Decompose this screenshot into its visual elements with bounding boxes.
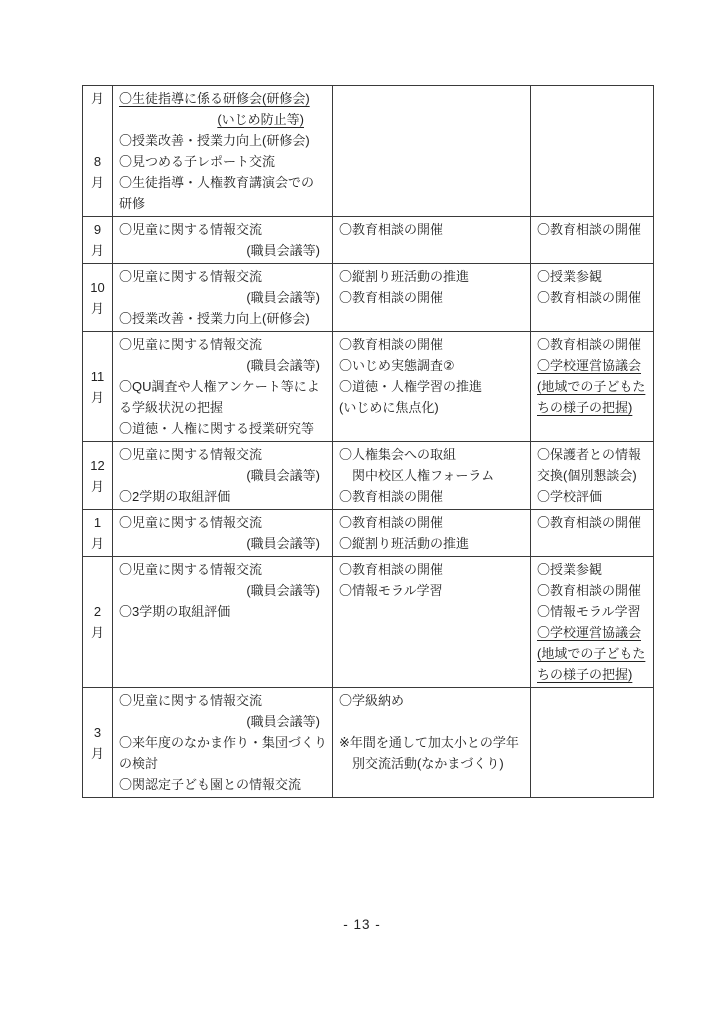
text-line: 〇情報モラル学習 bbox=[339, 583, 443, 598]
text-line: 〇授業改善・授業力向上(研修会) bbox=[119, 133, 310, 148]
monthly-plan-table bbox=[82, 85, 654, 798]
text-line: 8 bbox=[93, 154, 102, 169]
text-line: 〇情報モラル学習 bbox=[537, 604, 641, 619]
text-line: (職員会議等) bbox=[246, 243, 320, 258]
text-line: 〇学校運営協議会 bbox=[537, 358, 642, 373]
month-cell bbox=[83, 217, 113, 264]
activity-cell bbox=[531, 86, 654, 217]
text-line: 〇見つめる子レポート交流 bbox=[119, 154, 276, 169]
text-line: 月 bbox=[90, 745, 104, 761]
text-line: 〇関認定子ども園との情報交流 bbox=[119, 777, 302, 792]
text-line: 〇学校評価 bbox=[537, 489, 603, 504]
month-cell bbox=[83, 332, 113, 442]
text-line: 〇QU調査や人権アンケート等によ bbox=[119, 379, 320, 394]
text-line: (地域での子どもた bbox=[537, 379, 646, 394]
text-line: 1 bbox=[93, 515, 102, 530]
text-line: 〇児童に関する情報交流 bbox=[119, 693, 263, 708]
text-line: 〇道徳・人権学習の推進 bbox=[339, 379, 483, 394]
activity-cell bbox=[333, 442, 531, 510]
activity-cell bbox=[531, 217, 654, 264]
table-row bbox=[83, 86, 654, 217]
text-line bbox=[83, 130, 112, 151]
text-line: 〇3学期の取組評価 bbox=[119, 604, 231, 619]
text-line: る学級状況の把握 bbox=[119, 400, 224, 415]
text-line: 〇学級納め bbox=[339, 693, 405, 708]
text-line: ちの様子の把握) bbox=[537, 400, 633, 415]
text-line: 〇児童に関する情報交流 bbox=[119, 447, 263, 462]
text-line: (職員会議等) bbox=[246, 536, 320, 551]
activity-cell bbox=[113, 510, 333, 557]
text-line: 〇教育相談の開催 bbox=[339, 562, 444, 577]
text-line: 11 bbox=[90, 368, 105, 384]
table-row bbox=[83, 217, 654, 264]
activity-cell bbox=[333, 557, 531, 688]
activity-cell bbox=[333, 264, 531, 332]
text-line: (職員会議等) bbox=[246, 714, 320, 729]
text-line: 〇学校運営協議会 bbox=[537, 625, 642, 640]
text-line: 〇教育相談の開催 bbox=[339, 515, 444, 530]
text-line: の検討 bbox=[119, 756, 159, 771]
month-cell bbox=[83, 86, 113, 217]
activity-cell bbox=[113, 688, 333, 798]
text-line bbox=[83, 109, 112, 130]
activity-cell bbox=[531, 510, 654, 557]
text-line: 〇教育相談の開催 bbox=[537, 583, 642, 598]
text-line: 〇児童に関する情報交流 bbox=[119, 337, 263, 352]
table-row bbox=[83, 557, 654, 688]
text-line: 〇教育相談の開催 bbox=[537, 222, 642, 237]
table-row bbox=[83, 264, 654, 332]
text-line: (職員会議等) bbox=[246, 290, 320, 305]
table-row bbox=[83, 510, 654, 557]
activity-cell bbox=[113, 264, 333, 332]
activity-cell bbox=[113, 86, 333, 217]
text-line: 交換(個別懇談会) bbox=[537, 468, 637, 483]
text-line: 月 bbox=[90, 389, 104, 405]
text-line: (職員会議等) bbox=[246, 468, 320, 483]
activity-cell bbox=[333, 510, 531, 557]
activity-cell bbox=[333, 217, 531, 264]
text-line: 〇いじめ実態調査② bbox=[339, 358, 455, 373]
text-line: 〇教育相談の開催 bbox=[537, 290, 642, 305]
text-line bbox=[83, 193, 112, 214]
text-line: ※年間を通して加太小との学年 bbox=[339, 735, 519, 750]
text-line: 〇来年度のなかま作り・集団づくり bbox=[119, 735, 328, 750]
text-line: 〇教育相談の開催 bbox=[537, 515, 642, 530]
month-cell bbox=[83, 557, 113, 688]
text-line: 〇教育相談の開催 bbox=[339, 222, 444, 237]
text-line: 月 bbox=[90, 175, 104, 190]
text-line: 〇保護者との情報 bbox=[537, 447, 642, 462]
text-line: 12 bbox=[90, 457, 105, 473]
activity-cell bbox=[113, 217, 333, 264]
text-line: 月 bbox=[90, 91, 104, 106]
text-line: 9 bbox=[93, 222, 102, 237]
activity-cell bbox=[333, 86, 531, 217]
activity-cell bbox=[531, 442, 654, 510]
text-line: 月 bbox=[90, 625, 104, 640]
text-line: 〇教育相談の開催 bbox=[537, 337, 642, 352]
month-cell bbox=[83, 264, 113, 332]
text-line: 〇教育相談の開催 bbox=[339, 290, 444, 305]
text-line: ちの様子の把握) bbox=[537, 667, 633, 682]
text-line: 〇生徒指導に係る研修会(研修会) bbox=[119, 91, 310, 106]
activity-cell bbox=[531, 557, 654, 688]
text-line: 研修 bbox=[119, 196, 146, 211]
text-line: 〇児童に関する情報交流 bbox=[119, 269, 263, 284]
text-line: 〇縦割り班活動の推進 bbox=[339, 536, 470, 551]
text-line: 月 bbox=[90, 243, 104, 258]
text-line: 〇2学期の取組評価 bbox=[119, 489, 231, 504]
text-line: 〇授業改善・授業力向上(研修会) bbox=[119, 311, 310, 326]
text-line: 〇人権集会への取組 bbox=[339, 447, 457, 462]
activity-cell bbox=[113, 442, 333, 510]
text-line: (職員会議等) bbox=[246, 583, 320, 598]
text-line: 〇児童に関する情報交流 bbox=[119, 222, 263, 237]
month-cell bbox=[83, 510, 113, 557]
activity-cell bbox=[333, 688, 531, 798]
activity-cell bbox=[113, 557, 333, 688]
text-line: 2 bbox=[93, 604, 102, 619]
text-line: 3 bbox=[93, 724, 102, 740]
text-line: 〇教育相談の開催 bbox=[339, 489, 444, 504]
page-number: - 13 - bbox=[343, 917, 381, 932]
text-line: 月 bbox=[90, 478, 104, 494]
text-line: 〇授業参観 bbox=[537, 562, 603, 577]
text-line: 別交流活動(なかまづくり) bbox=[339, 756, 504, 771]
table-row bbox=[83, 332, 654, 442]
text-line: (地域での子どもた bbox=[537, 646, 646, 661]
activity-cell bbox=[531, 264, 654, 332]
text-line: 10 bbox=[90, 279, 105, 295]
activity-cell bbox=[113, 332, 333, 442]
text-line: 〇縦割り班活動の推進 bbox=[339, 269, 470, 284]
text-line: 〇児童に関する情報交流 bbox=[119, 562, 263, 577]
text-line bbox=[333, 711, 530, 732]
table-row bbox=[83, 442, 654, 510]
text-line: 月 bbox=[90, 300, 104, 316]
text-line: (職員会議等) bbox=[246, 358, 320, 373]
text-line: 〇生徒指導・人権教育講演会での bbox=[119, 175, 315, 190]
text-line: (いじめに焦点化) bbox=[339, 400, 439, 415]
text-line: 〇児童に関する情報交流 bbox=[119, 515, 263, 530]
activity-cell bbox=[531, 688, 654, 798]
month-cell bbox=[83, 442, 113, 510]
activity-cell bbox=[333, 332, 531, 442]
text-line: 〇授業参観 bbox=[537, 269, 603, 284]
text-line: (いじめ防止等) bbox=[217, 112, 304, 127]
text-line: 月 bbox=[90, 536, 104, 551]
text-line: 関中校区人権フォーラム bbox=[339, 468, 495, 483]
month-cell bbox=[83, 688, 113, 798]
text-line: 〇道徳・人権に関する授業研究等 bbox=[119, 421, 315, 436]
activity-cell bbox=[531, 332, 654, 442]
table-row bbox=[83, 688, 654, 798]
text-line: 〇教育相談の開催 bbox=[339, 337, 444, 352]
